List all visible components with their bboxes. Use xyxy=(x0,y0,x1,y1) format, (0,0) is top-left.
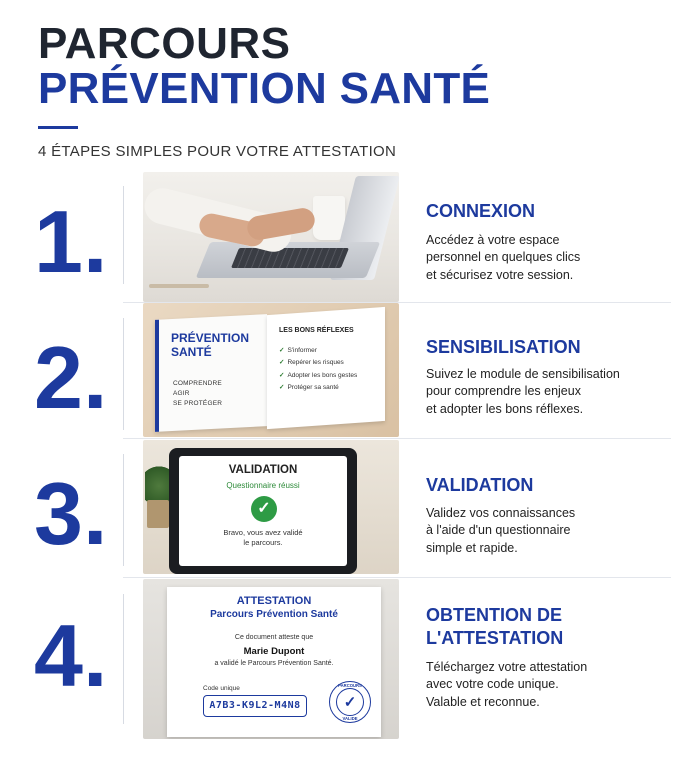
booklet-cover-title: PRÉVENTION SANTÉ xyxy=(171,331,250,360)
step-description: Validez vos connaissances à l'aide d'un questionnaire simple et rapide. xyxy=(426,506,576,555)
seal-check-icon: ✓ xyxy=(336,688,364,716)
seal-bottom-text: VALIDE xyxy=(342,716,358,721)
step-separator xyxy=(123,577,671,578)
step-title: VALIDATION xyxy=(426,475,534,495)
step-number: 2. xyxy=(34,328,108,427)
step-description: Téléchargez votre attestation avec votre code unique. Valable et reconnue. xyxy=(426,660,588,709)
step-title: SENSIBILISATION xyxy=(426,337,581,357)
page-subtitle: 4 ÉTAPES SIMPLES POUR VOTRE ATTESTATION xyxy=(38,143,397,160)
step-number: 4. xyxy=(34,606,108,705)
check-icon: ✓ xyxy=(279,371,285,379)
step-divider xyxy=(123,318,124,430)
check-icon: ✓ xyxy=(279,359,285,367)
certificate-name: Marie Dupont xyxy=(243,646,305,657)
booklet-page-heading: LES BONS RÉFLEXES xyxy=(279,327,354,334)
certificate-image xyxy=(143,579,399,739)
step-divider xyxy=(123,454,124,566)
certificate-heading: ATTESTATION xyxy=(236,595,312,607)
step-description: Suivez le module de sensibilisation pour comprendre les enjeux et adopter les bons réflexes. xyxy=(426,367,620,416)
tablet-status: Questionnaire réussi xyxy=(226,481,300,490)
code-label: Code unique xyxy=(203,685,240,692)
seal-top-text: PARCOURS xyxy=(338,683,362,688)
booklet-checklist: ✓ S'informer ✓ Repérer les risques ✓ Adopter les bons gestes ✓ Protéger sa santé xyxy=(279,347,358,392)
laptop-typing-image xyxy=(143,172,399,302)
tablet-heading: VALIDATION xyxy=(228,464,298,476)
tablet-message: Bravo, vous avez validé le parcours. xyxy=(223,528,303,548)
check-icon: ✓ xyxy=(279,347,285,354)
step-number: 3. xyxy=(34,464,108,563)
check-circle-icon: ✓ xyxy=(251,496,277,522)
step-separator xyxy=(123,438,671,439)
page-title-line1: PARCOURS xyxy=(38,19,291,68)
title-underline xyxy=(38,126,78,129)
step-divider xyxy=(123,186,124,284)
certificate-validated: a validé le Parcours Prévention Santé. xyxy=(214,660,334,667)
tablet-validation-image xyxy=(143,440,399,574)
certificate-attests: Ce document atteste que xyxy=(234,634,314,641)
step-number: 1. xyxy=(34,192,108,291)
step-title: OBTENTION DE L'ATTESTATION xyxy=(426,605,564,649)
step-title: CONNEXION xyxy=(426,201,536,221)
certificate-subheading: Parcours Prévention Santé xyxy=(210,609,338,620)
booklet-cover-lines: COMPRENDRE AGIR SE PROTÉGER xyxy=(173,380,223,408)
step-divider xyxy=(123,594,124,724)
page-title-line2: PRÉVENTION SANTÉ xyxy=(38,64,491,113)
step-description: Accédez à votre espace personnel en quelques clics et sécurisez votre session. xyxy=(426,233,581,282)
unique-code: A7B3-K9L2-M4N8 xyxy=(203,695,307,717)
open-booklet-image xyxy=(143,303,399,437)
check-icon: ✓ xyxy=(279,384,285,392)
